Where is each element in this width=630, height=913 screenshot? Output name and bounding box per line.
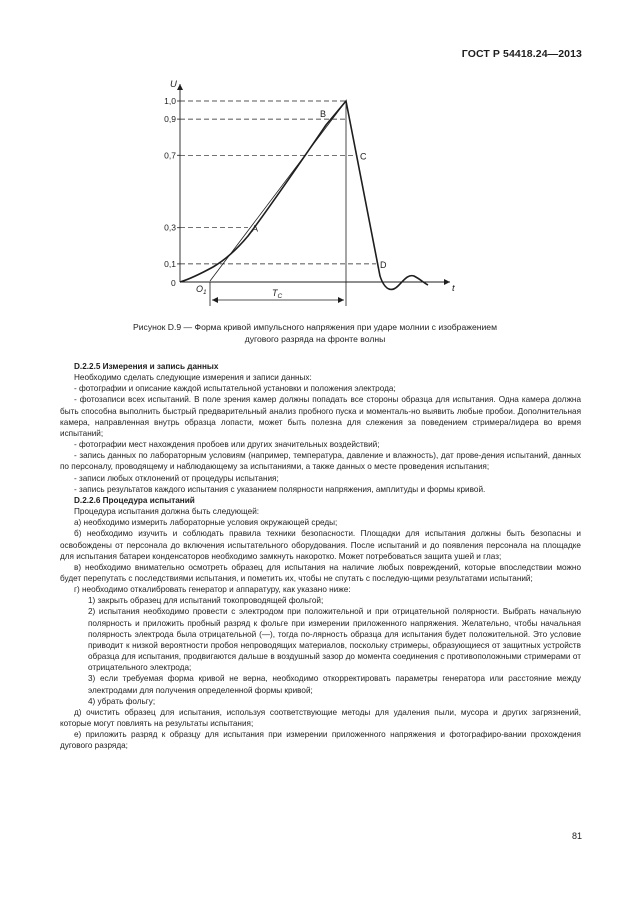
paragraph: Процедура испытания должна быть следующей: [74,507,260,517]
section-heading: D.2.2.6 Процедура испытаний [74,495,195,505]
y-tick-label: 1,0 [164,96,176,106]
caption-line-2: дугового разряда на фронте волны [244,334,386,344]
point-label-b: B [320,109,327,120]
paragraph: 2) испытания необходимо провести с электродом при положительной и при отрицательной полярности. Выбрать начальную полярность и приложить пробный разряд к фольге при измерении приложенного напряжения. Желательно, чтобы начальная полярность электрода была отрицательной (—), тогда по-лярность образца для испытания будет положительной. Это условие приводит к низкой вероятности пробоя непроводящих материалов, поскольку стримеры, образующиеся от защитных устройств образца для испытания, продвигаются дальше в воздушный зазор до момента соединения с противоположными стримерами от отрицательного электрода; [88,607,581,673]
point-label-d: D [380,259,387,270]
y-tick-label: 0,3 [164,222,176,233]
paragraph: - записи любых отклонений от процедуры испытания; [74,473,279,483]
y-tick-label: 0,7 [164,150,176,161]
x-axis-label: t [452,283,455,294]
page-number: 81 [571,831,582,841]
paragraph: 3) если требуемая форма кривой не верна, необходимо откорректировать параметры генератора или расстояние между электродами для получения определенной формы кривой; [88,674,581,695]
paragraph: - фотографии и описание каждой испытательной установки и положения электрода; [74,384,396,394]
y-tick-label: 0,9 [164,114,176,125]
impulse-voltage-curve [180,101,428,289]
point-label-a: A [252,223,259,234]
paragraph: - фотозаписи всех испытаний. В поле зрения камер должны попадать все стороны образца для испытания. Одна камера должна быть способна выполнить быстрый предварительный анализ пробного пуска и моменталь-но выявить любые пробои. Дополнительная камера, направленная внутрь образца лопасти, может быть полезна для слежения за поведением стримера/лидера во время испытаний; [60,395,581,438]
figure-caption [60,321,570,345]
paragraph: 1) закрыть образец для испытаний токопроводящей фольгой; [88,596,324,606]
paragraph: Необходимо сделать следующие измерения и записи данных: [74,373,312,383]
document-body [60,361,581,751]
point-label-c: C [360,151,367,162]
section-heading: D.2.2.5 Измерения и запись данных [74,362,219,371]
paragraph: - фотографии мест нахождения пробоев или других значительных воздействий; [74,440,380,450]
caption-line-1: Рисунок D.9 — Форма кривой импульсного напряжения при ударе молнии с изображением [133,322,497,332]
paragraph: в) необходимо внимательно осмотреть образец для испытания на наличие любых повреждений, которые впоследствии можно будет перепутать с последствиями испытания, и пометить их, чтобы не спутать с последую-щими результатами испытаний; [60,562,581,583]
paragraph: б) необходимо изучить и соблюдать правила техники безопасности. Площадки для испытания должны быть безопасны и освобождены от персонала до включения испытательного оборудования. После испытаний и до появления персонала на площадке для испытания батареи конденсаторов необходимо замкнуть накоротко. Может потребоваться защита ушей и глаз; [60,529,581,561]
paragraph: а) необходимо измерить лабораторные условия окружающей среды; [74,518,338,528]
paragraph: - запись данных по лабораторным условиям (например, температура, давление и влажность), дат прове-дения испытаний, данных по персоналу, проводящему и наблюдающему за испытаниями, а также данных о месте проведения испытания; [60,451,581,472]
paragraph: 4) убрать фольгу; [88,696,156,706]
paragraph: - запись результатов каждого испытания с указанием полярности напряжения, амплитуды и формы кривой. [74,484,486,494]
y-tick-label: 0,1 [164,258,176,269]
origin-label: 0 [171,278,176,288]
impulse-voltage-waveform-figure [0,0,630,320]
paragraph: е) приложить разряд к образцу для испытания при измерении приложенного напряжения и фотографиро-вании прохождения дугового разряда; [60,730,581,751]
o1-label: $O_1$ [196,284,207,296]
standard-code-header: ГОСТ Р 54418.24—2013 [461,48,582,60]
tc-label: $T_C$ [272,288,283,300]
paragraph: д) очистить образец для испытания, используя соответствующие методы для удаления пыли, мусора и других загрязнений, которые могут повлиять на результаты испытания; [60,707,581,728]
y-axis-label: U [170,79,177,90]
paragraph: г) необходимо откалибровать генератор и аппаратуру, как указано ниже: [74,585,351,595]
